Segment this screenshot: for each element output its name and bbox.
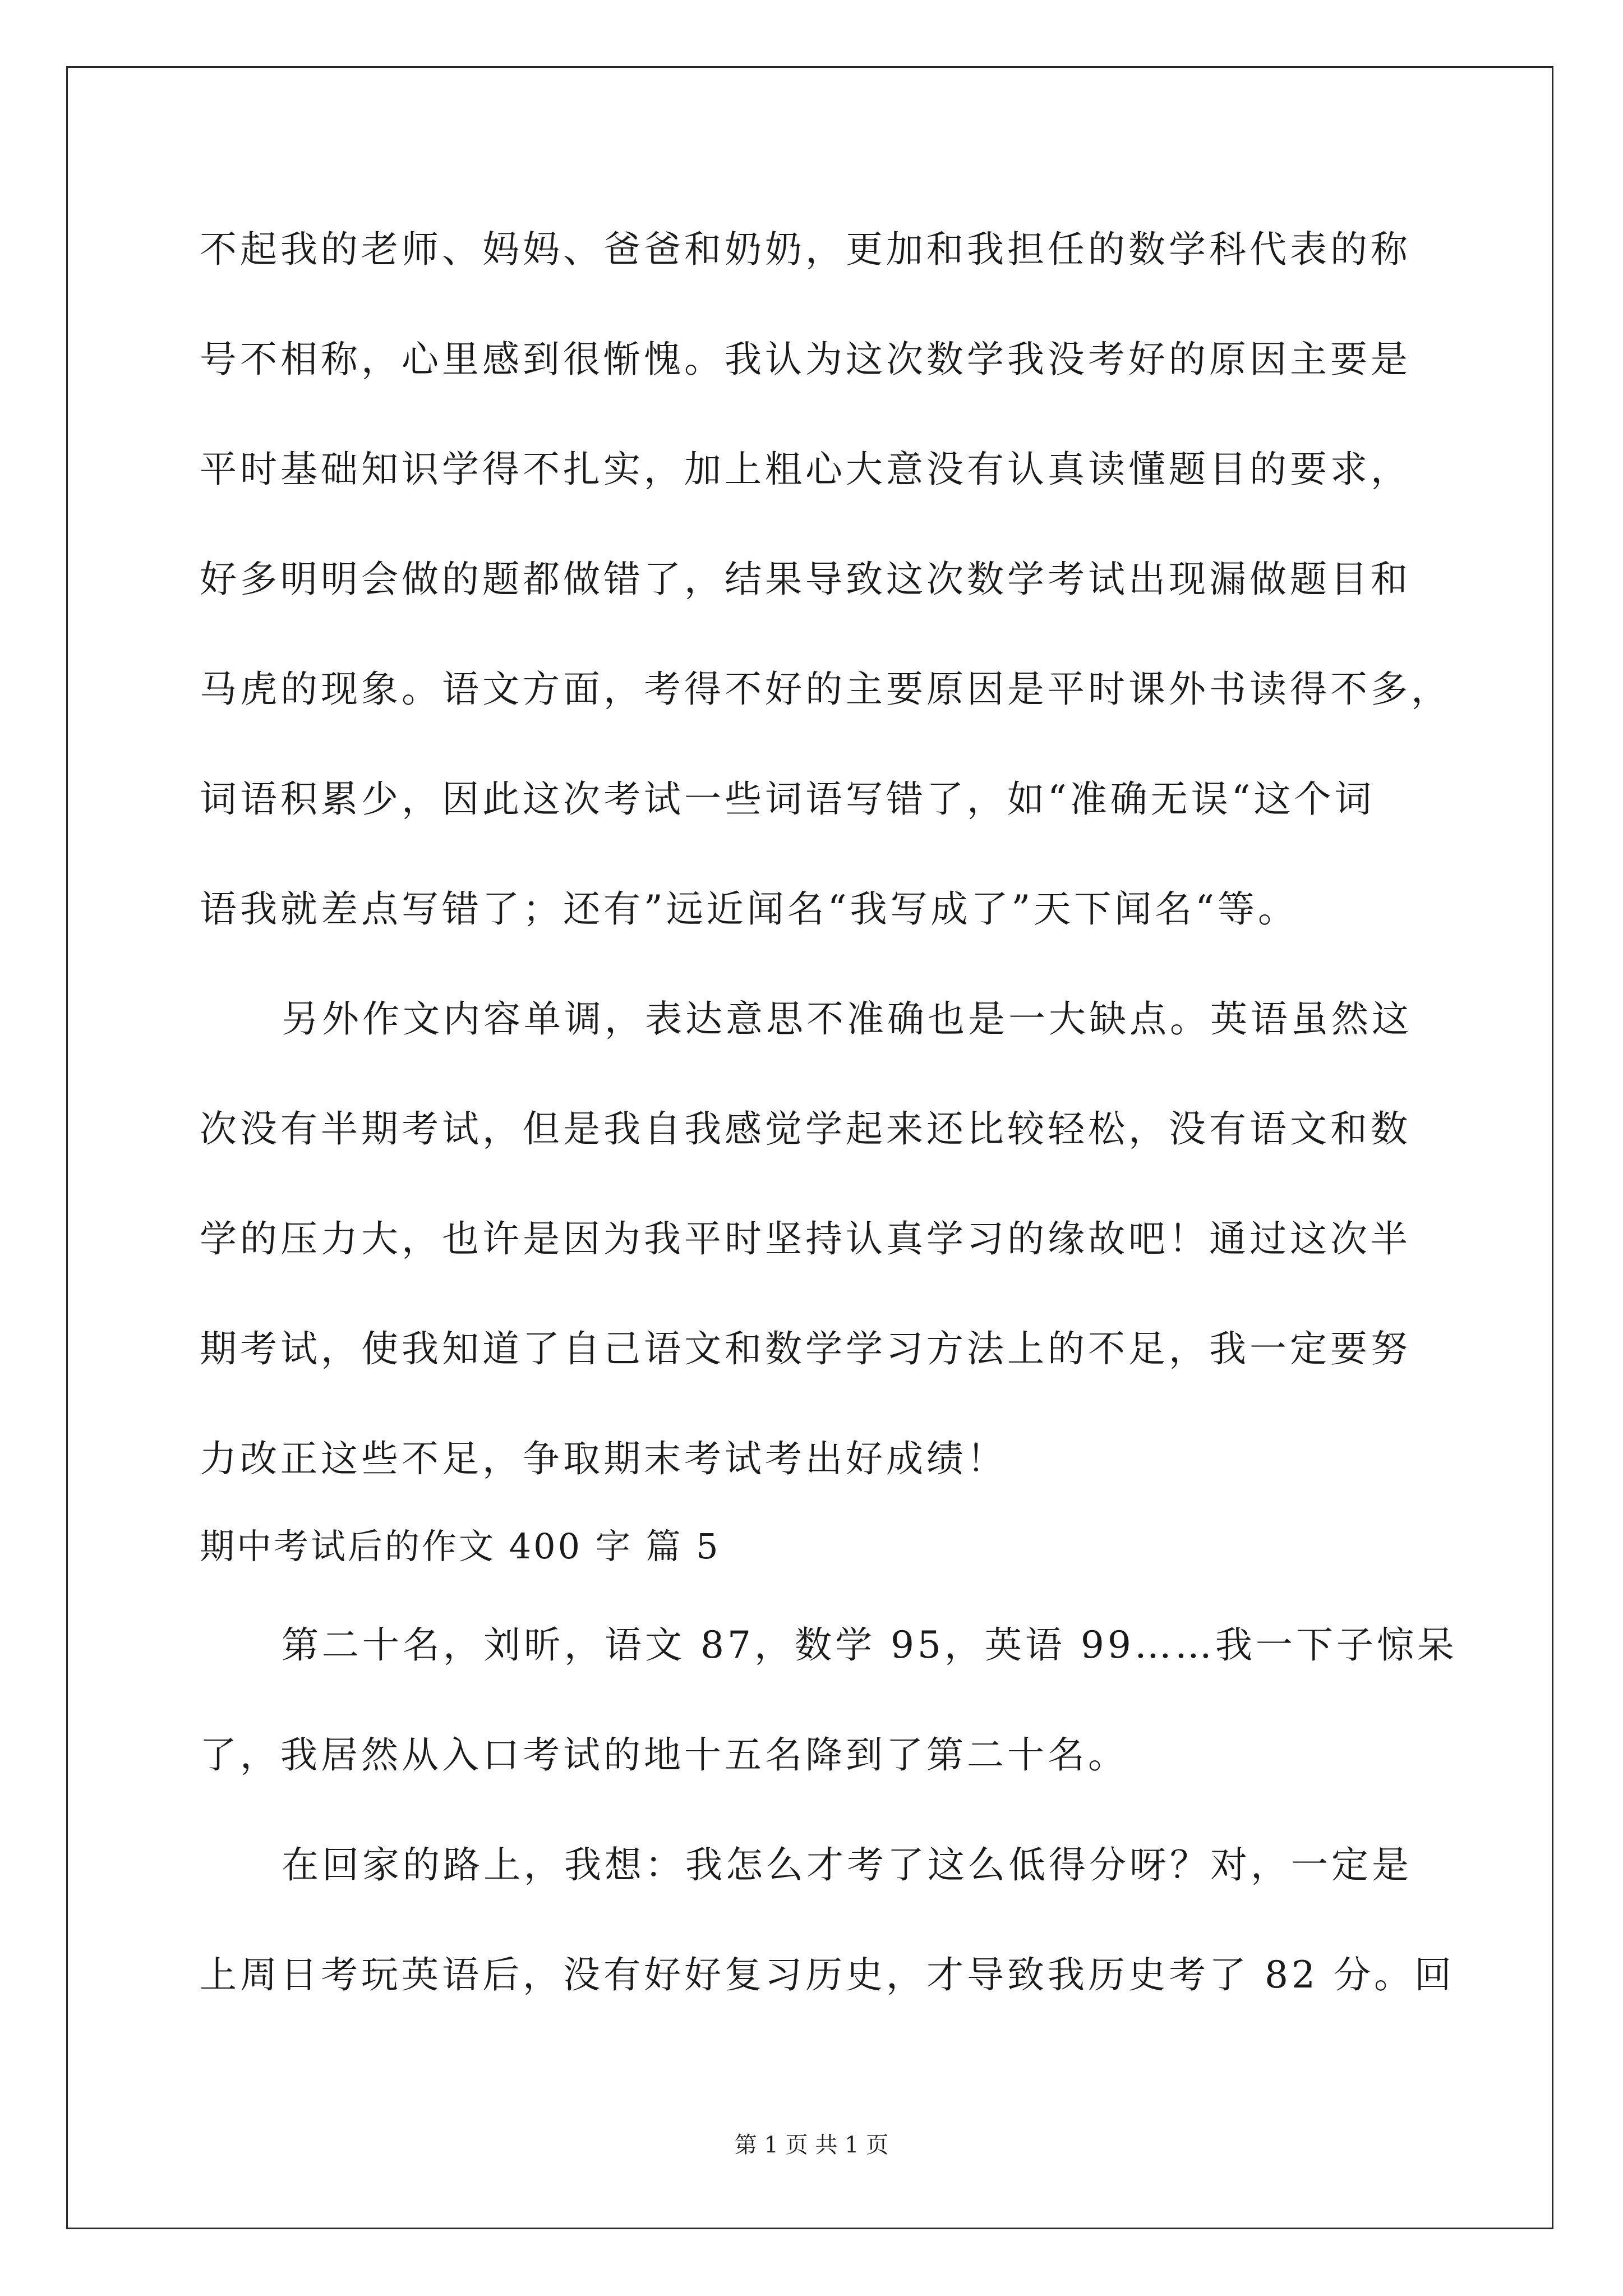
page-footer: 第 1 页 共 1 页 <box>734 2132 889 2158</box>
text-line: 好多明明会做的题都做错了，结果导致这次数学考试出现漏做题目和 <box>200 558 1411 601</box>
section-heading: 期中考试后的作文 400 字 篇 5 <box>200 1526 721 1567</box>
paragraph-start-line: 另外作文内容单调，表达意思不准确也是一大缺点。英语虽然这 <box>282 997 1412 1041</box>
paragraph-start-line: 在回家的路上，我想：我怎么才考了这么低得分呀？对，一定是 <box>282 1843 1412 1887</box>
text-line: 词语积累少，因此这次考试一些词语写错了，如“准确无误“这个词 <box>200 777 1375 821</box>
text-line: 不起我的老师、妈妈、爸爸和奶奶，更加和我担任的数学科代表的称 <box>200 228 1411 271</box>
text-line: 平时基础知识学得不扎实，加上粗心大意没有认真读懂题目的要求， <box>200 448 1411 491</box>
text-line: 语我就差点写错了；还有”远近闻名“我写成了”天下闻名“等。 <box>200 887 1298 931</box>
text-line: 号不相称，心里感到很惭愧。我认为这次数学我没考好的原因主要是 <box>200 338 1411 381</box>
text-line: 期考试，使我知道了自己语文和数学学习方法上的不足，我一定要努 <box>200 1327 1411 1370</box>
text-line: 上周日考玩英语后，没有好好复习历史，才导致我历史考了 82 分。回 <box>200 1953 1455 1996</box>
text-line: 马虎的现象。语文方面，考得不好的主要原因是平时课外书读得不多， <box>200 668 1451 711</box>
text-line: 次没有半期考试，但是我自我感觉学起来还比较轻松，没有语文和数 <box>200 1107 1411 1151</box>
text-line: 了，我居然从入口考试的地十五名降到了第二十名。 <box>200 1733 1128 1777</box>
text-line: 力改正这些不足，争取期末考试考出好成绩！ <box>200 1437 1007 1480</box>
text-line: 学的压力大，也许是因为我平时坚持认真学习的缘故吧！通过这次半 <box>200 1217 1411 1260</box>
paragraph-start-line: 第二十名，刘昕，语文 87，数学 95，英语 99……我一下子惊呆 <box>282 1623 1458 1667</box>
